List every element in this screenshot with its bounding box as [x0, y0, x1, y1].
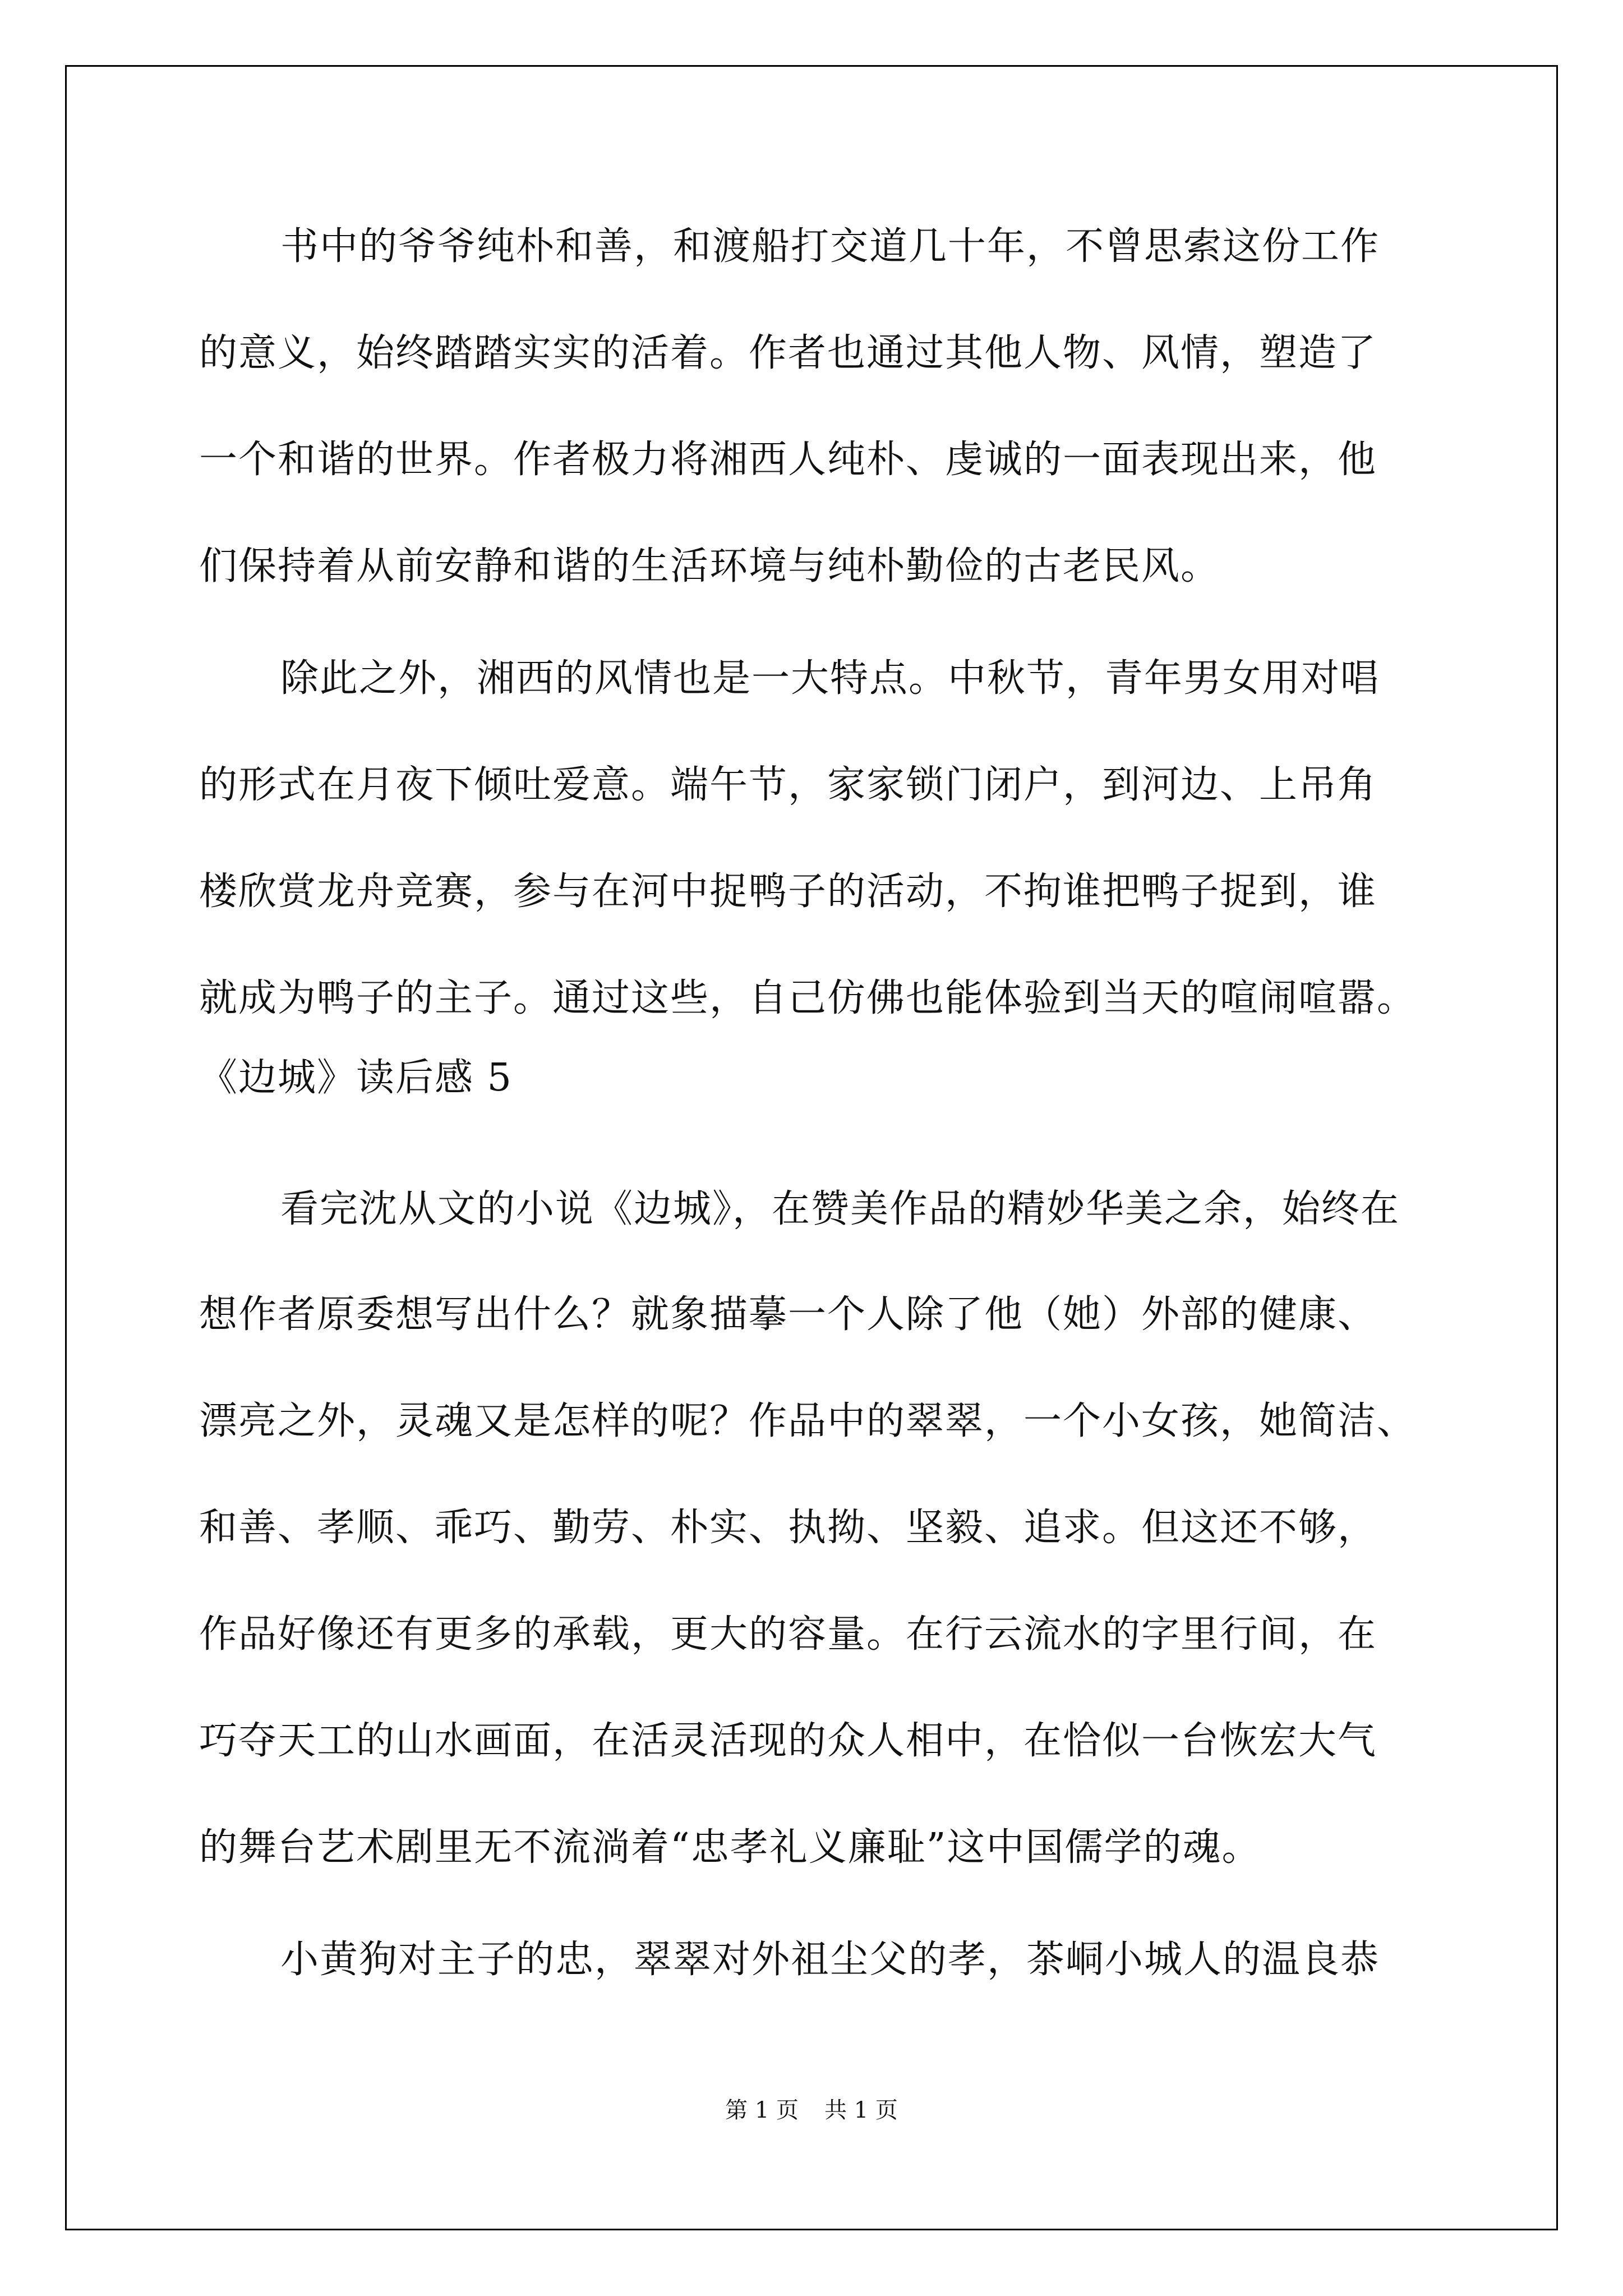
- text-line: 漂亮之外，灵魂又是怎样的呢？作品中的翠翠，一个小女孩，她简洁、: [199, 1399, 1417, 1443]
- text-line: 一个和谐的世界。作者极力将湘西人纯朴、虔诚的一面表现出来，他: [199, 438, 1377, 482]
- page-number-total: 共 1 页: [824, 2097, 898, 2123]
- text-line: 看完沈从文的小说《边城》，在赞美作品的精妙华美之余，始终在: [280, 1187, 1400, 1231]
- text-line: 和善、孝顺、乖巧、勤劳、朴实、执拗、坚毅、追求。但这还不够，: [199, 1506, 1377, 1550]
- text-line: 的形式在月夜下倾吐爱意。端午节，家家锁门闭户，到河边、上吊角: [199, 763, 1377, 807]
- text-line: 作品好像还有更多的承载，更大的容量。在行云流水的字里行间，在: [199, 1612, 1377, 1657]
- page-border: [65, 65, 1558, 2230]
- text-line: 除此之外，湘西的风情也是一大特点。中秋节，青年男女用对唱: [280, 656, 1380, 701]
- text-line: 书中的爷爷纯朴和善，和渡船打交道几十年，不曾思索这份工作: [280, 224, 1380, 269]
- text-line: 想作者原委想写出什么？就象描摹一个人除了他（她）外部的健康、: [199, 1292, 1377, 1337]
- text-line: 楼欣赏龙舟竞赛，参与在河中捉鸭子的活动，不拘谁把鸭子捉到，谁: [199, 869, 1377, 914]
- text-line: 小黄狗对主子的忠，翠翠对外祖尘父的孝，茶峒小城人的温良恭: [280, 1938, 1380, 1982]
- text-line: 巧夺天工的山水画面，在活灵活现的众人相中，在恰似一台恢宏大气: [199, 1719, 1377, 1763]
- page-footer: [0, 2092, 1623, 2124]
- section-heading: 《边城》读后感 5: [199, 1056, 513, 1100]
- text-line: 就成为鸭子的主子。通过这些，自己仿佛也能体验到当天的喧闹喧嚣。: [199, 976, 1417, 1020]
- text-line: 的舞台艺术剧里无不流淌着“忠孝礼义廉耻”这中国儒学的魂。: [199, 1825, 1261, 1870]
- text-line: 的意义，始终踏踏实实的活着。作者也通过其他人物、风情，塑造了: [199, 331, 1377, 375]
- text-line: 们保持着从前安静和谐的生活环境与纯朴勤俭的古老民风。: [199, 544, 1220, 588]
- page-number-current: 第 1 页: [725, 2097, 799, 2123]
